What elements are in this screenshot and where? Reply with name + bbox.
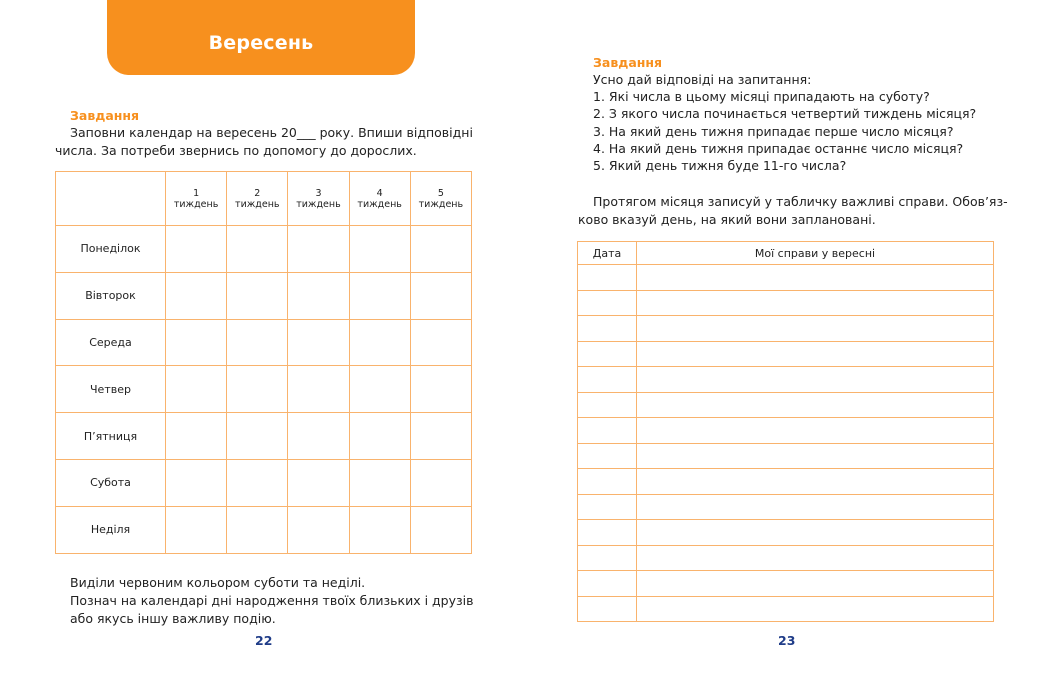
month-title: Вересень [208, 32, 314, 54]
day-label: Субота [56, 459, 166, 506]
plan-cell[interactable] [637, 290, 994, 316]
week-number: 2 [254, 187, 261, 199]
calendar-row-monday [56, 226, 472, 273]
calendar-row-wednesday [56, 319, 472, 366]
calendar-cell[interactable] [410, 272, 471, 319]
page-number: 22 [255, 633, 273, 648]
bottom-line: Виділи червоним кольором суботи та неділі. [70, 575, 366, 590]
date-cell[interactable] [578, 571, 637, 597]
plan-cell[interactable] [637, 545, 994, 571]
day-label: Четвер [56, 366, 166, 413]
month-banner [107, 0, 415, 75]
calendar-cell[interactable] [166, 366, 227, 413]
calendar-corner-cell [56, 172, 166, 226]
plan-cell[interactable] [637, 443, 994, 469]
calendar-cell[interactable] [166, 226, 227, 273]
plan-cell[interactable] [637, 494, 994, 520]
calendar-cell[interactable] [410, 226, 471, 273]
plans-row [578, 494, 994, 520]
plans-row [578, 469, 994, 495]
calendar-cell[interactable] [349, 226, 410, 273]
plans-row [578, 290, 994, 316]
date-cell[interactable] [578, 418, 637, 444]
calendar-cell[interactable] [288, 413, 349, 460]
task-instructions [55, 124, 473, 160]
calendar-cell[interactable] [349, 459, 410, 506]
week-number: 3 [315, 187, 322, 199]
calendar-row-tuesday [56, 272, 472, 319]
bottom-line: Познач на календарі дні народження твоїх близьких і друзів [70, 593, 474, 608]
question-item: 2. З якого числа починається четвертий тиждень місяця? [593, 106, 977, 122]
task-heading: Завдання [593, 55, 663, 70]
plans-body [578, 265, 994, 622]
plan-cell[interactable] [637, 571, 994, 597]
calendar-cell[interactable] [166, 319, 227, 366]
plan-cell[interactable] [637, 596, 994, 622]
calendar-cell[interactable] [288, 272, 349, 319]
calendar-cell[interactable] [410, 413, 471, 460]
calendar-cell[interactable] [227, 459, 288, 506]
calendar-cell[interactable] [227, 226, 288, 273]
day-label: Неділя [56, 506, 166, 553]
calendar-cell[interactable] [349, 506, 410, 553]
date-cell[interactable] [578, 545, 637, 571]
calendar-cell[interactable] [349, 272, 410, 319]
date-cell[interactable] [578, 520, 637, 546]
plans-instructions [578, 193, 1008, 229]
question-item: 5. Який день тижня буде 11-го числа? [593, 158, 847, 174]
week-label: тиждень [357, 198, 402, 210]
calendar-cell[interactable] [227, 506, 288, 553]
date-cell[interactable] [578, 367, 637, 393]
plans-table [577, 241, 994, 622]
task-line: Заповни календар на вересень 20___ року. Впиши відповідні [70, 125, 473, 140]
plans-row [578, 341, 994, 367]
plan-cell[interactable] [637, 265, 994, 291]
week-header [288, 172, 349, 226]
plan-cell[interactable] [637, 392, 994, 418]
plans-row [578, 265, 994, 291]
date-cell[interactable] [578, 341, 637, 367]
task-line: числа. За потреби звернись по допомогу до дорослих. [55, 143, 417, 158]
plans-column-header: Мої справи у вересні [637, 242, 994, 265]
day-label: Вівторок [56, 272, 166, 319]
calendar-cell[interactable] [227, 366, 288, 413]
week-header [166, 172, 227, 226]
calendar-cell[interactable] [288, 319, 349, 366]
week-header [227, 172, 288, 226]
plan-cell[interactable] [637, 520, 994, 546]
page-number: 23 [778, 633, 796, 648]
plans-header-row [578, 242, 994, 265]
task-heading: Завдання [70, 108, 140, 123]
date-cell[interactable] [578, 316, 637, 342]
calendar-cell[interactable] [166, 506, 227, 553]
calendar-cell[interactable] [410, 459, 471, 506]
date-cell[interactable] [578, 443, 637, 469]
plans-row [578, 571, 994, 597]
calendar-row-thursday [56, 366, 472, 413]
date-cell[interactable] [578, 392, 637, 418]
date-cell[interactable] [578, 596, 637, 622]
calendar-cell[interactable] [349, 366, 410, 413]
date-cell[interactable] [578, 494, 637, 520]
week-label: тиждень [173, 198, 219, 210]
calendar-cell[interactable] [227, 272, 288, 319]
calendar-cell[interactable] [166, 413, 227, 460]
day-label: Понеділок [56, 226, 166, 273]
date-column-header: Дата [578, 242, 637, 265]
plans-row [578, 520, 994, 546]
calendar-row-friday [56, 413, 472, 460]
calendar-cell[interactable] [288, 459, 349, 506]
calendar-cell[interactable] [288, 506, 349, 553]
questions-intro: Усно дай відповіді на запитання: [593, 72, 812, 87]
date-cell[interactable] [578, 265, 637, 291]
week-label: тиждень [235, 198, 280, 210]
week-number: 4 [376, 187, 383, 199]
question-item: 4. На який день тижня припадає останнє число місяця? [593, 140, 964, 156]
week-number: 5 [437, 187, 444, 199]
bottom-line: або якусь іншу важливу подію. [70, 611, 276, 626]
calendar-cell[interactable] [410, 506, 471, 553]
bottom-instructions [70, 574, 473, 628]
question-item: 3. На який день тижня припадає перше число місяця? [593, 123, 954, 139]
right-page [525, 0, 1050, 682]
calendar-cell[interactable] [349, 319, 410, 366]
day-label: Середа [56, 319, 166, 366]
week-header [349, 172, 410, 226]
week-label: тиждень [418, 198, 464, 210]
calendar-cell[interactable] [410, 366, 471, 413]
calendar-row-saturday [56, 459, 472, 506]
plans-row [578, 418, 994, 444]
week-number: 1 [193, 187, 200, 199]
day-label: П’ятниця [56, 413, 166, 460]
calendar-cell[interactable] [227, 319, 288, 366]
calendar-cell[interactable] [166, 272, 227, 319]
plan-cell[interactable] [637, 469, 994, 495]
date-cell[interactable] [578, 469, 637, 495]
calendar-cell[interactable] [410, 319, 471, 366]
calendar-cell[interactable] [288, 366, 349, 413]
question-item: 1. Які числа в цьому місяці припадають на суботу? [593, 89, 930, 105]
calendar-table [55, 171, 472, 554]
plans-row [578, 392, 994, 418]
instruction-line: ково вказуй день, на який вони заплановані. [578, 212, 876, 227]
plan-cell[interactable] [637, 341, 994, 367]
week-header [410, 172, 471, 226]
questions-list [593, 71, 976, 174]
calendar-cell[interactable] [349, 413, 410, 460]
plans-row [578, 367, 994, 393]
week-label: тиждень [296, 198, 341, 210]
plans-row [578, 545, 994, 571]
plan-cell[interactable] [637, 418, 994, 444]
calendar-cell[interactable] [288, 226, 349, 273]
plans-row [578, 443, 994, 469]
plans-row [578, 316, 994, 342]
calendar-row-sunday [56, 506, 472, 553]
calendar-header-row [56, 172, 472, 226]
plan-cell[interactable] [637, 367, 994, 393]
date-cell[interactable] [578, 290, 637, 316]
plan-cell[interactable] [637, 316, 994, 342]
instruction-line: Протягом місяця записуй у табличку важливі справи. Обов’яз- [593, 194, 1008, 209]
calendar-cell[interactable] [227, 413, 288, 460]
calendar-cell[interactable] [166, 459, 227, 506]
plans-row [578, 596, 994, 622]
